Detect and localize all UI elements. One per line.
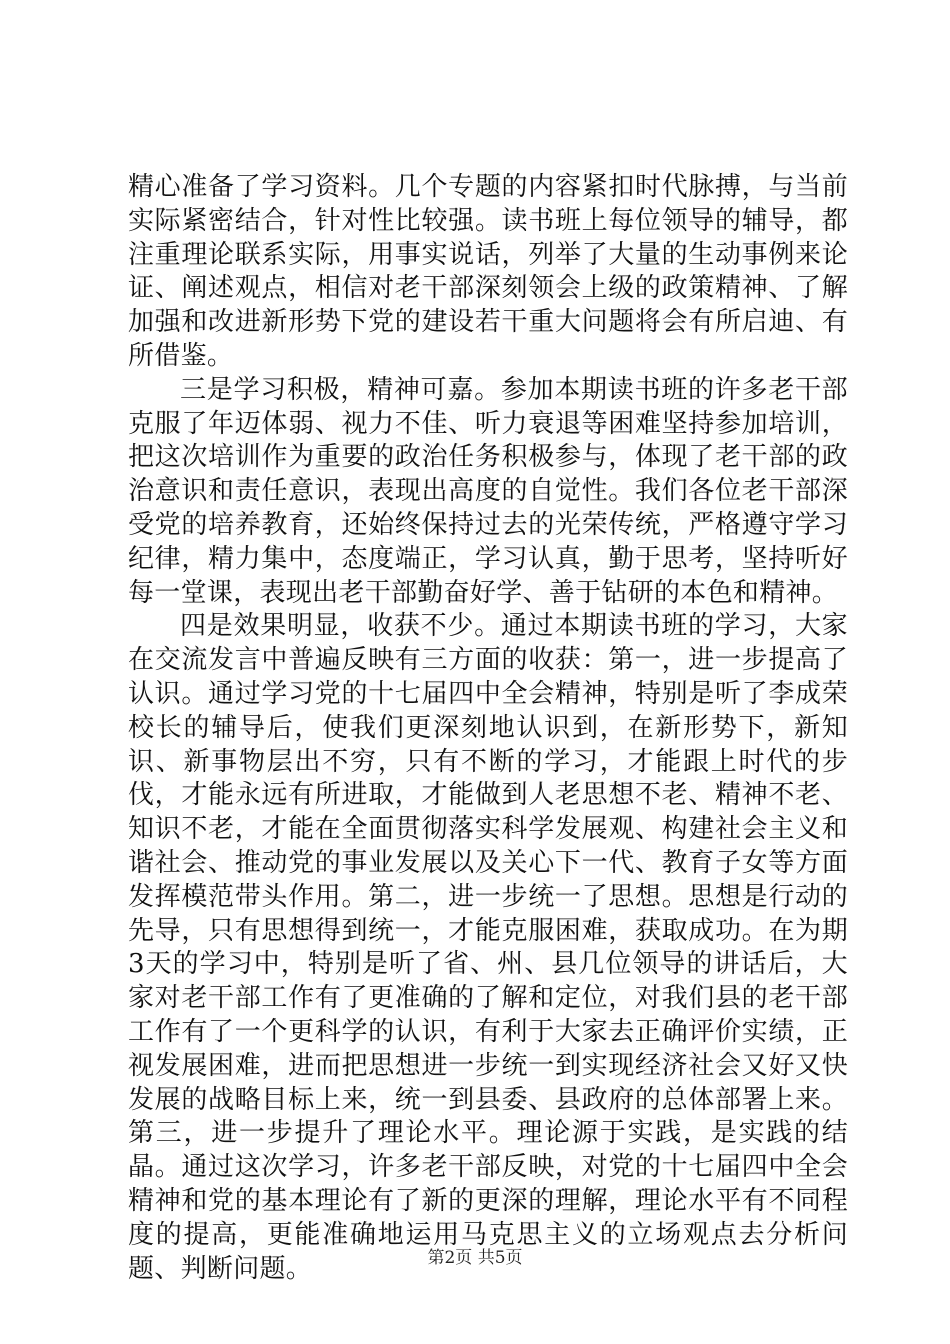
paragraph-1: 精心准备了学习资料。几个专题的内容紧扣时代脉搏，与当前实际紧密结合，针对性比较强。读书班上每位领导的辅导，都注重理论联系实际，用事实说话，列举了大量的生动事例来论证、阐述观点，相信对老干部深刻领会上级的政策精神、了解加强和改进新形势下党的建设若干重大问题将会有所启迪、有所借鉴。 [128, 172, 848, 371]
page-number-footer: 第2页 共5页 [427, 1248, 523, 1268]
paragraph-3: 四是效果明显，收获不少。通过本期读书班的学习，大家在交流发言中普遍反映有三方面的收获：第一，进一步提高了认识。通过学习党的十七届四中全会精神，特别是听了李成荣校长的辅导后，使我们更深刻地认识到，在新形势下，新知识、新事物层出不穷，只有不断的学习，才能跟上时代的步伐，才能永远有所进取，才能做到人老思想不老、精神不老、知识不老，才能在全面贯彻落实科学发展观、构建社会主义和谐社会、推动党的事业发展以及关心下一代、教育子女等方面发挥模范带头作用。第二，进一步统一了思想。思想是行动的先导，只有思想得到统一，才能克服困难，获取成功。在为期3天的学习中，特别是听了省、州、县几位领导的讲话后，大家对老干部工作有了更准确的了解和定位，对我们县的老干部工作有了一个更科学的认识，有利于大家去正确评价实绩，正视发展困难，进而把思想进一步统一到实现经济社会又好又快发展的战略目标上来，统一到县委、县政府的总体部署上来。第三，进一步提升了理论水平。理论源于实践，是实践的结晶。通过这次学习，许多老干部反映，对党的十七届四中全会精神和党的基本理论有了新的更深的理解，理论水平有不同程度的提高，更能准确地运用马克思主义的立场观点去分析问题、判断问题。 [128, 611, 848, 1284]
paragraph-2: 三是学习积极，精神可嘉。参加本期读书班的许多老干部克服了年迈体弱、视力不佳、听力衰退等困难坚持参加培训，把这次培训作为重要的政治任务积极参与，体现了老干部的政治意识和责任意识，表现出高度的自觉性。我们各位老干部深受党的培养教育，还始终保持过去的光荣传统，严格遵守学习纪律，精力集中，态度端正，学习认真，勤于思考，坚持听好每一堂课，表现出老干部勤奋好学、善于钻研的本色和精神。 [128, 374, 848, 608]
document-body [128, 171, 848, 1286]
